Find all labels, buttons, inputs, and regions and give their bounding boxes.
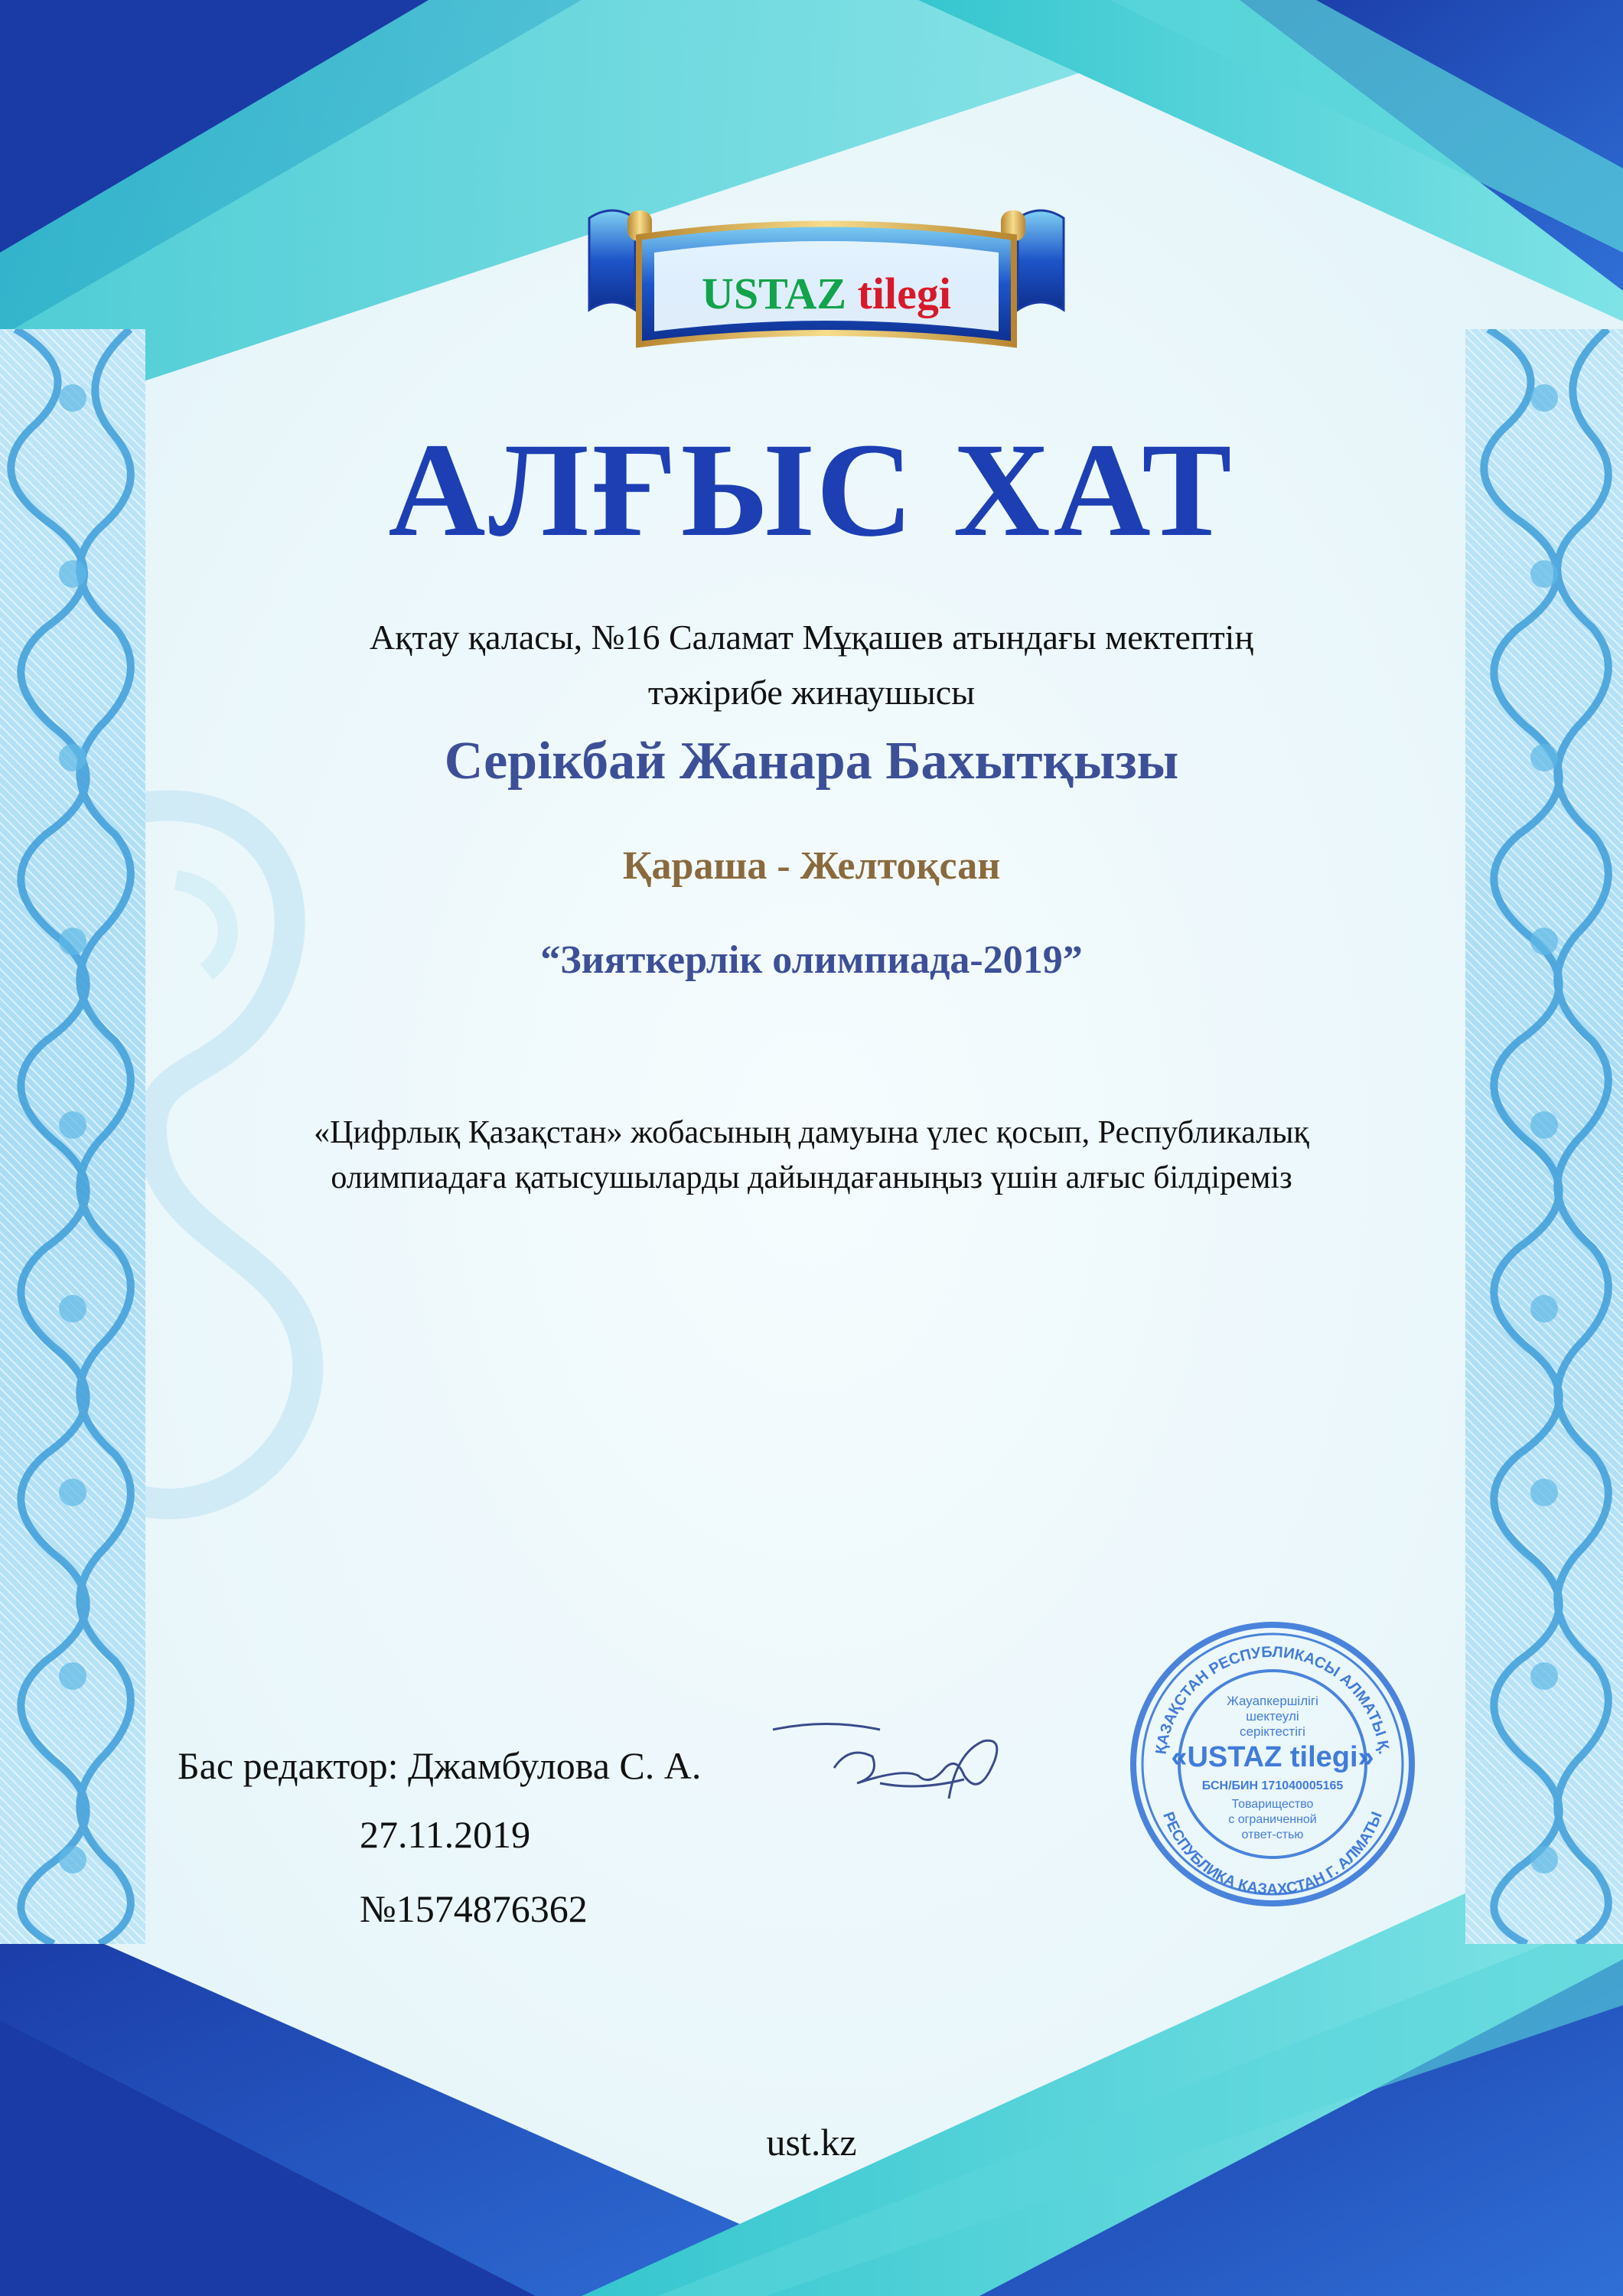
issue-date: 27.11.2019 <box>360 1813 531 1856</box>
stamp-outer-text-bottom: РЕСПУБЛИКА КАЗАХСТАН Г. АЛМАТЫ <box>1159 1809 1386 1899</box>
logo-word-tilegi: tilegi <box>857 269 951 318</box>
stamp-outer-text: ҚАЗАҚСТАН РЕСПУБЛИКАСЫ АЛМАТЫ Қ. <box>1152 1643 1393 1756</box>
stamp-line-4: Товарищество <box>1231 1798 1314 1811</box>
company-stamp <box>1123 1615 1422 1913</box>
logo-word-ustaz: USTAZ <box>701 269 847 318</box>
subtitle-line-1: Ақтау қаласы, №16 Саламат Мұқашев атындағы мектептің <box>369 618 1254 657</box>
recipient-name: Серікбай Жанара Бахытқызы <box>444 732 1179 791</box>
stamp-line-3: серіктестігі <box>1240 1724 1305 1739</box>
subtitle-line-2: тәжірибе жинаушысы <box>647 673 976 712</box>
document-number: №1574876362 <box>360 1887 588 1930</box>
stamp-bin: БСН/БИН 171040005165 <box>1201 1779 1344 1792</box>
chief-editor: Бас редактор: Джамбулова С. А. <box>178 1744 702 1787</box>
olympiad-title: “Зияткерлік олимпиада-2019” <box>540 938 1083 982</box>
period-months: Қараша - Желтоқсан <box>622 844 1001 888</box>
certificate-title: АЛҒЫС ХАТ <box>388 416 1235 565</box>
logo-text <box>582 268 1071 319</box>
body-text-line-1: «Цифрлық Қазақстан» жобасының дамуына үлес қосып, Республикалық <box>314 1115 1309 1150</box>
stamp-line-2: шектеулі <box>1246 1709 1299 1724</box>
website-footer[interactable]: ust.kz <box>766 2121 857 2164</box>
signature-icon <box>765 1714 1018 1814</box>
stamp-line-6: ответ-стью <box>1241 1828 1304 1841</box>
stamp-line-1: Жауапкершілігі <box>1227 1694 1318 1708</box>
body-text-line-2: олимпиадаға қатысушыларды дайындағаныңыз үшін алғыс білдіреміз <box>331 1160 1292 1195</box>
stamp-brand: «USTAZ tilegi» <box>1171 1741 1374 1773</box>
stamp-line-5: с ограниченной <box>1228 1813 1317 1826</box>
ustaz-tilegi-logo <box>582 195 1071 371</box>
